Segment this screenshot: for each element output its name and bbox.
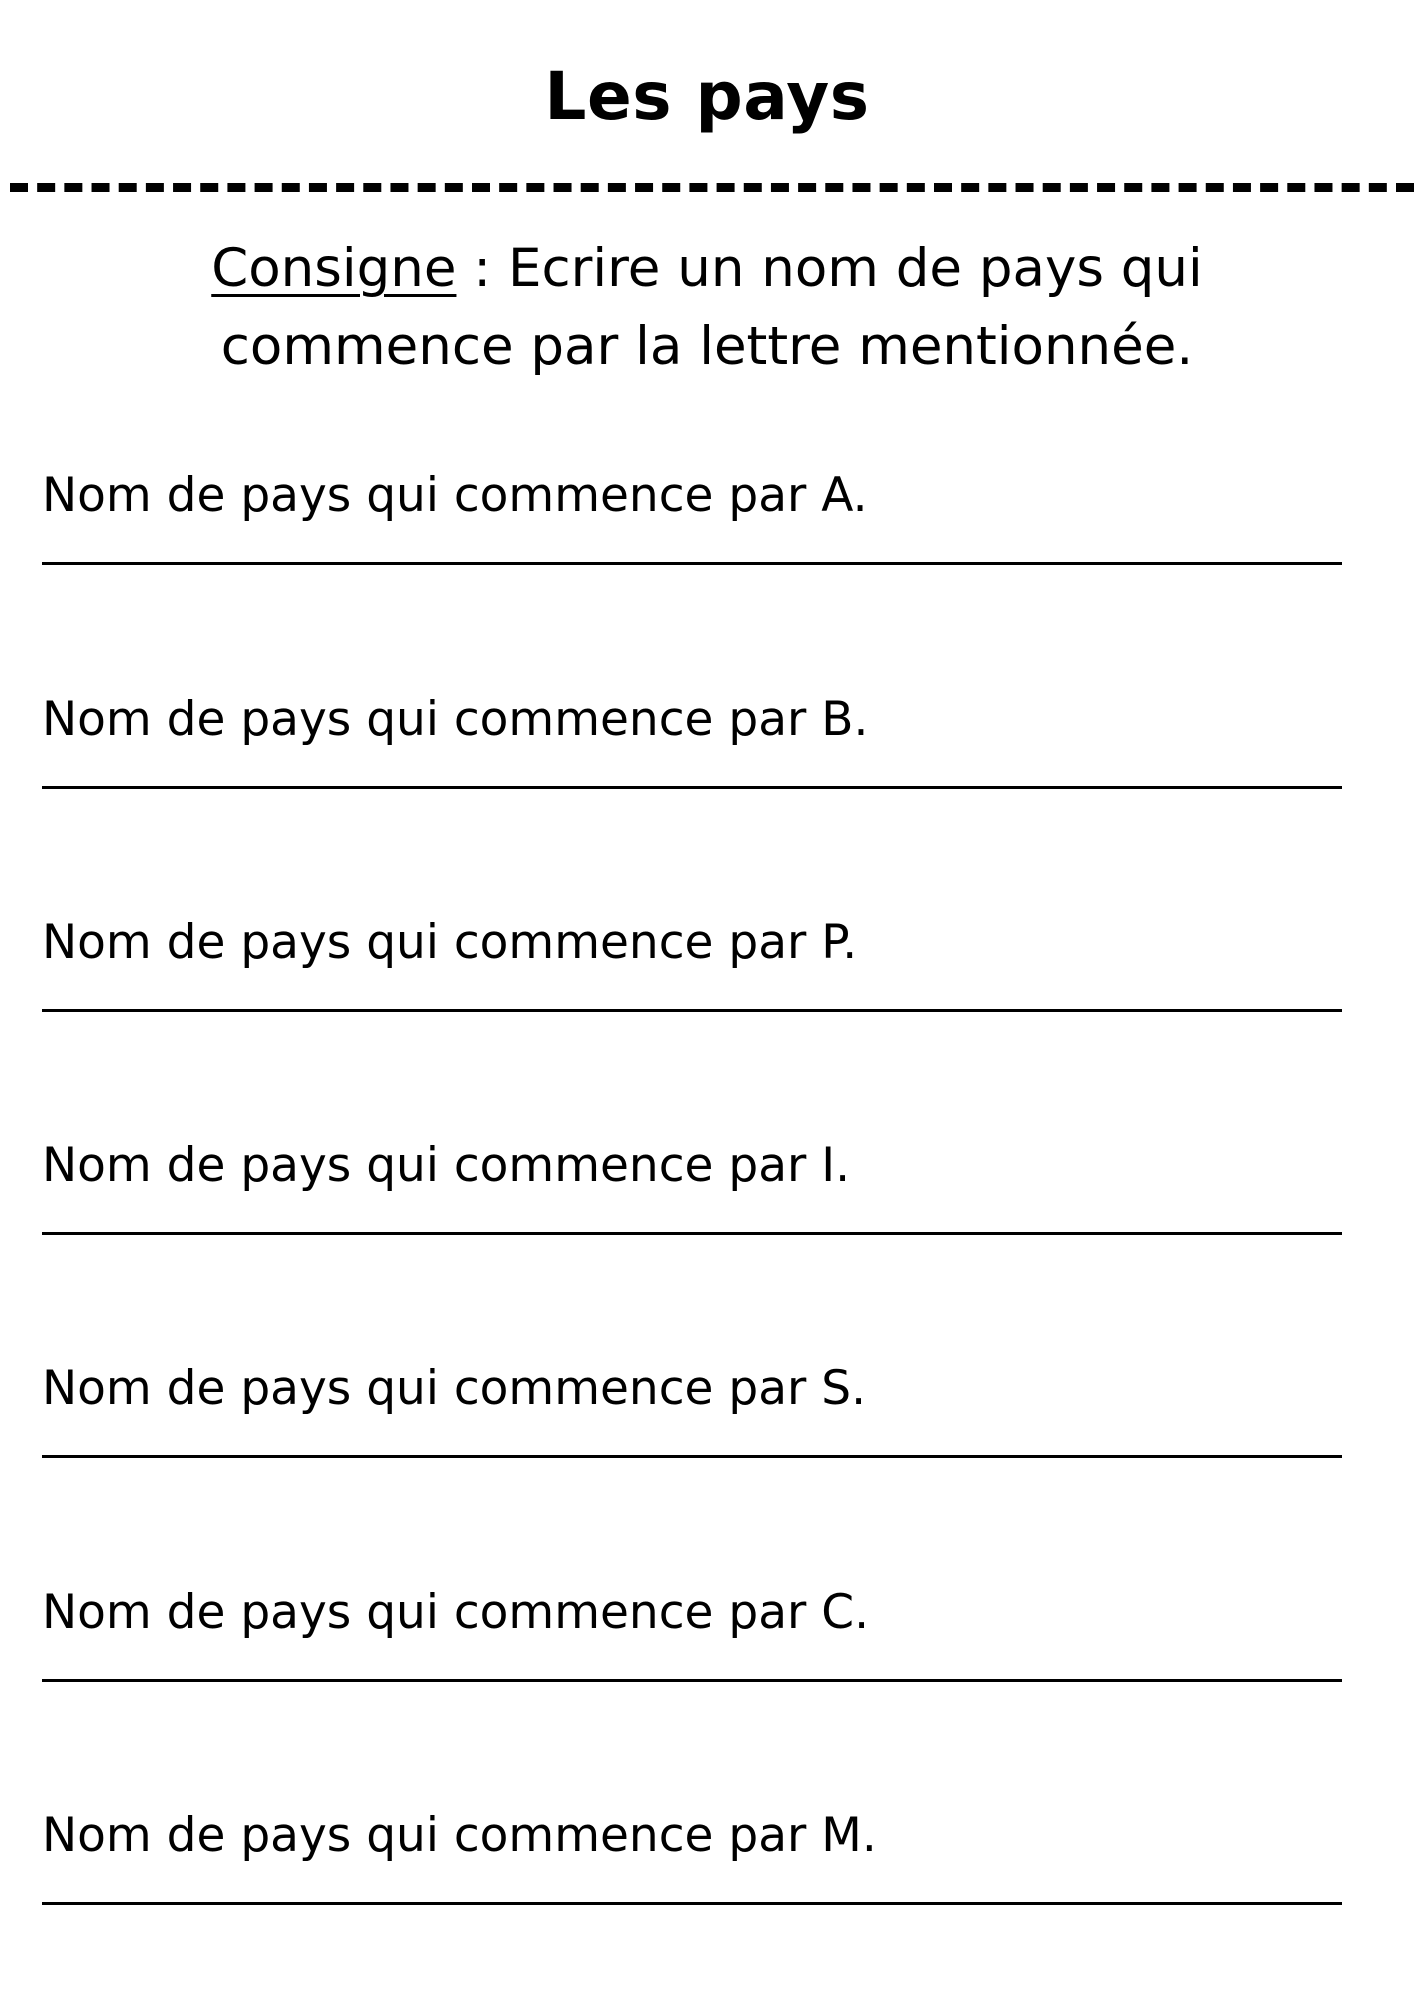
answer-line[interactable]: [42, 1679, 1342, 1682]
instruction-keyword: Consigne: [211, 238, 457, 299]
question-item: [42, 1806, 1342, 1866]
question-item: [42, 1583, 1342, 1643]
answer-line[interactable]: [42, 786, 1342, 789]
instruction-line-2: commence par la lettre mentionnée.: [220, 316, 1194, 377]
question-text: Nom de pays qui commence par C.: [42, 1585, 870, 1640]
question-text: Nom de pays qui commence par M.: [42, 1808, 877, 1863]
question-item: [42, 690, 1342, 750]
dashed-divider: [10, 183, 1414, 192]
question-item: [42, 466, 1342, 526]
question-text: Nom de pays qui commence par P.: [42, 915, 858, 970]
question-text: Nom de pays qui commence par I.: [42, 1138, 851, 1193]
question-item: [42, 1136, 1342, 1196]
answer-line[interactable]: [42, 1009, 1342, 1012]
question-item: [42, 913, 1342, 973]
question-text: Nom de pays qui commence par S.: [42, 1361, 867, 1416]
answer-line[interactable]: [42, 1902, 1342, 1905]
question-item: [42, 1359, 1342, 1419]
page-title: Les pays: [544, 58, 870, 135]
instruction-line-1-text: : Ecrire un nom de pays qui: [456, 238, 1203, 299]
instruction-block: [0, 230, 1414, 386]
question-text: Nom de pays qui commence par B.: [42, 692, 869, 747]
instruction-line-1: [0, 230, 1414, 308]
answer-line[interactable]: [42, 1455, 1342, 1458]
answer-line[interactable]: [42, 1232, 1342, 1235]
answer-line[interactable]: [42, 562, 1342, 565]
question-text: Nom de pays qui commence par A.: [42, 468, 868, 523]
